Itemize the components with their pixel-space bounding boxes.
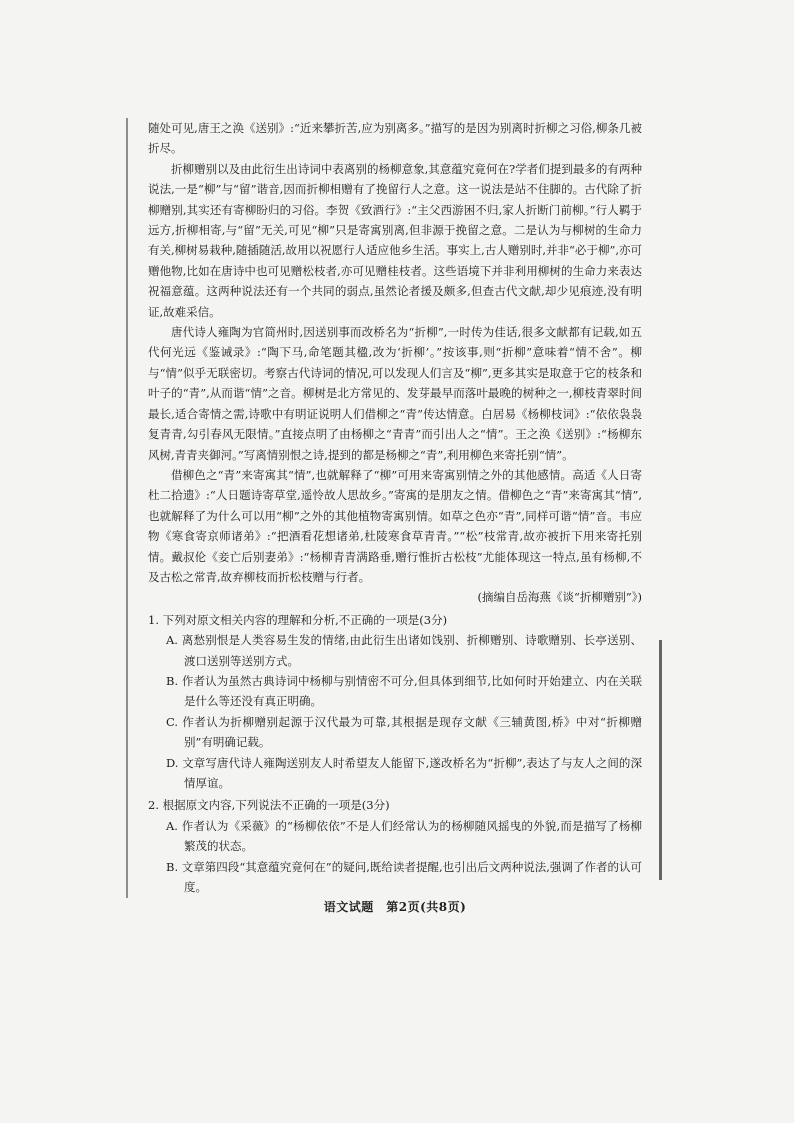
question-2-option-b: B. 文章第四段“其意蕴究竟何在”的疑问,既给读者提醒,也引出后文两种说法,强调了作者的认可度。 [166, 859, 642, 895]
question-1 [148, 610, 642, 794]
page-content [148, 118, 642, 918]
passage-citation: (摘编自岳海燕《谈“折柳赠别”》) [477, 590, 642, 605]
passage-paragraph-1: 折柳赠别以及由此衍生出诗词中表离别的杨柳意象,其意蕴究竟何在?学者们提到最多的有两种说法,一是“柳”与“留”谐音,因而折柳相赠有了挽留行人之意。这一说法是站不住脚的。古代除了折柳赠别,其实还有寄柳盼归的习俗。李贺《致酒行》:“主父西游困不归,家人折断门前柳。”行人羁于远方,折柳相寄,与“留”无关,可见“柳”只是寄寓别离,但非源于挽留之意。二是认为与柳树的生命力有关,柳树易栽种,随插随活,故用以祝愿行人适应他乡生活。事实上,古人赠别时,并非“必于柳”,亦可赠他物,比如在唐诗中也可见赠松枝者,亦可见赠桂枝者。这些语境下并非利用柳树的生命力来表达祝福意蕴。这两种说法还有一个共同的弱点,虽然论者援及颇多,但查古代文献,却少见痕迹,没有明证,故难采信。 [148, 161, 642, 319]
page-footer: 语文试题 第2页(共8页) [323, 900, 467, 915]
passage-paragraph-0: 随处可见,唐王之涣《送别》:“近来攀折苦,应为别离多。”描写的是因为别离时折柳之习俗,柳条几被折尽。 [148, 121, 642, 156]
question-1-option-c: C. 作者认为折柳赠别起源于汉代最为可靠,其根据是现存文献《三辅黄图,桥》中对“折柳赠别”有明确记载。 [166, 714, 642, 750]
question-1-option-d: D. 文章写唐代诗人雍陶送别友人时希望友人能留下,遂改桥名为“折柳”,表达了与友人之间的深情厚谊。 [166, 755, 642, 790]
passage-paragraph-3: 借柳色之“青”来寄寓其“情”,也就解释了“柳”可用来寄寓别情之外的其他感情。高适《人日寄杜二拾遗》:“人日题诗寄草堂,遥怜故人思故乡。”寄寓的是朋友之情。借柳色之“青”来寄寓其“情”,也就解释了为什么可以用“柳”之外的其他植物寄寓别情。如草之色亦“青”,同样可谐“情”音。韦应物《寒食寄京师诸弟》:“把酒看花想诸弟,杜陵寒食草青青。”“松”枝常青,故亦被折下用来寄托别情。戴叔伦《妾亡后别妻弟》:“杨柳青青满路垂,赠行惟折古松枝”尤能体现这一特点,虽有杨柳,不及古松之常青,故弃柳枝而折松枝赠与行者。 [148, 467, 642, 584]
question-1-stem: 1. 下列对原文相关内容的理解和分析,不正确的一项是(3分) [148, 612, 448, 627]
question-2-option-a: A. 作者认为《采薇》的“杨柳依依”不是人们经常认为的杨柳随风摇曳的外貌,而是描写了杨柳繁茂的状态。 [166, 818, 642, 854]
passage-paragraph-2: 唐代诗人雍陶为官简州时,因送别事而改桥名为“折柳”,一时传为佳话,很多文献都有记载,如五代何光远《鉴诫录》:“陶下马,命笔题其楹,改为‘折柳’。”按该事,则“折柳”意味着“情不舍”。柳与“情”似乎无联密切。考察古代诗词的情况,可以发现人们言及“柳”,更多其实是取意于它的枝条和叶子的“青”,从而谐“情”之音。柳树是北方常见的、发芽最早而落叶最晚的树种之一,柳枝青翠时间最长,适合寄情之需,诗歌中有明证说明人们借柳之“青”传达情意。白居易《杨柳枝词》:“依依袅袅复青青,勾引春风无限情。”直接点明了由杨柳之“青青”而引出人之“情”。王之涣《送别》:“杨柳东风树,青青夹御河。”写离情别恨之诗,提到的都是杨柳之“青”,利用柳色来寄托别“情”。 [148, 325, 642, 462]
question-2-stem: 2. 根据原文内容,下列说法不正确的一项是(3分) [148, 798, 390, 813]
scan-edge-line-right [659, 640, 662, 880]
question-1-option-a: A. 离愁别恨是人类容易生发的情绪,由此衍生出诸如饯别、折柳赠别、诗歌赠别、长亭送别、渡口送别等送别方式。 [166, 633, 642, 668]
question-1-option-b: B. 作者认为虽然古典诗词中杨柳与别情密不可分,但具体到细节,比如何时开始建立、内在关联是什么等还没有真正明确。 [166, 673, 642, 709]
question-2 [148, 795, 642, 897]
scan-edge-line [126, 118, 128, 898]
